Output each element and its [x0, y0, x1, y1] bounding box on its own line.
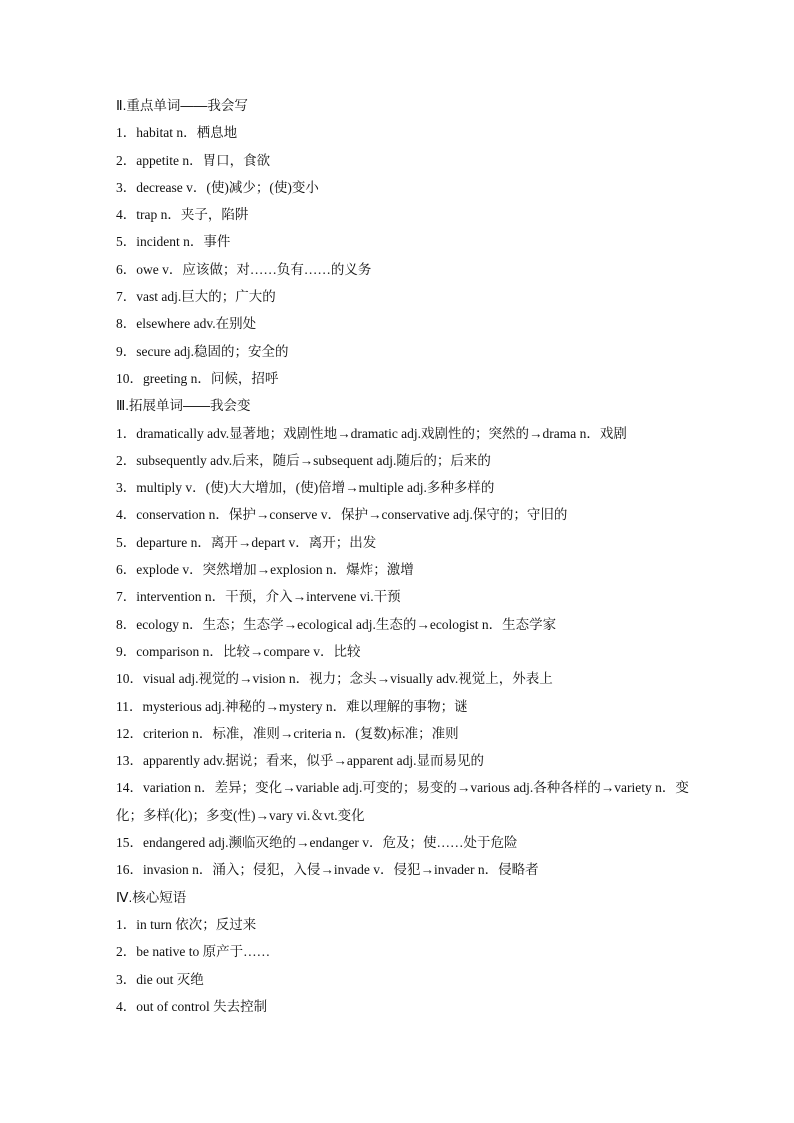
list-item: 2．be native to 原产于……: [116, 944, 271, 960]
list-item: 1．dramatically adv.显著地；戏剧性地→dramatic adj.戏剧性的；突然的→drama n．戏剧: [116, 425, 627, 441]
section-heading-key-words: Ⅱ.重点单词——我会写: [116, 98, 248, 113]
list-item: 5．departure n．离开→depart v．离开；出发: [116, 534, 377, 550]
list-item: 7．vast adj.巨大的；广大的: [116, 289, 276, 305]
list-item: 8．ecology n．生态；生态学→ecological adj.生态的→ecologist n．生态学家: [116, 616, 557, 632]
document-content: [116, 92, 706, 1020]
list-item: 5．incident n．事件: [116, 234, 231, 250]
list-item: 2．appetite n．胃口，食欲: [116, 152, 271, 168]
list-item: 8．elsewhere adv.在别处: [116, 316, 257, 332]
list-item: 4．out of control 失去控制: [116, 998, 268, 1014]
list-item: 9．comparison n．比较→compare v．比较: [116, 643, 361, 659]
list-item: 1．in turn 依次；反过来: [116, 916, 257, 932]
section-heading-extended-words: Ⅲ.拓展单词——我会变: [116, 398, 251, 414]
list-item: 6．owe v．应该做；对……负有……的义务: [116, 261, 372, 277]
list-item: 3．die out 灭绝: [116, 971, 204, 987]
list-item: 6．explode v．突然增加→explosion n．爆炸；激增: [116, 562, 414, 578]
list-item: 4．trap n．夹子，陷阱: [116, 207, 249, 223]
list-item: 16．invasion n．涌入；侵犯，入侵→invade v．侵犯→invader n．侵略者: [116, 862, 539, 878]
list-item: 1．habitat n．栖息地: [116, 125, 238, 141]
list-item: 7．intervention n．干预，介入→intervene vi.干预: [116, 589, 401, 605]
list-item: 14．variation n．差异；变化→variable adj.可变的；易变的→various adj.各种各样的→variety n．变化；多样(化)；多变(性)→vary vi.＆vt.变化: [116, 780, 689, 823]
list-item: 2．subsequently adv.后来，随后→subsequent adj.随后的；后来的: [116, 452, 491, 468]
list-item: 3．decrease v．(使)减少；(使)变小: [116, 179, 319, 195]
list-item: 15．endangered adj.濒临灭绝的→endanger v．危及；使……处于危险: [116, 835, 518, 851]
list-item: 3．multiply v．(使)大大增加，(使)倍增→multiple adj.多种多样的: [116, 480, 495, 496]
list-item: 11．mysterious adj.神秘的→mystery n．难以理解的事物；谜: [116, 698, 468, 714]
list-item: 4．conservation n．保护→conserve v．保护→conservative adj.保守的；守旧的: [116, 507, 568, 523]
list-item: 10．visual adj.视觉的→vision n．视力；念头→visually adv.视觉上，外表上: [116, 671, 553, 687]
section-heading-core-phrases: Ⅳ.核心短语: [116, 889, 187, 905]
list-item: 12．criterion n．标准，准则→criteria n．(复数)标准；准则: [116, 725, 459, 741]
list-item: 13．apparently adv.据说；看来，似乎→apparent adj.显而易见的: [116, 753, 485, 769]
list-item: 10．greeting n．问候，招呼: [116, 370, 279, 386]
list-item: 9．secure adj.稳固的；安全的: [116, 343, 289, 359]
